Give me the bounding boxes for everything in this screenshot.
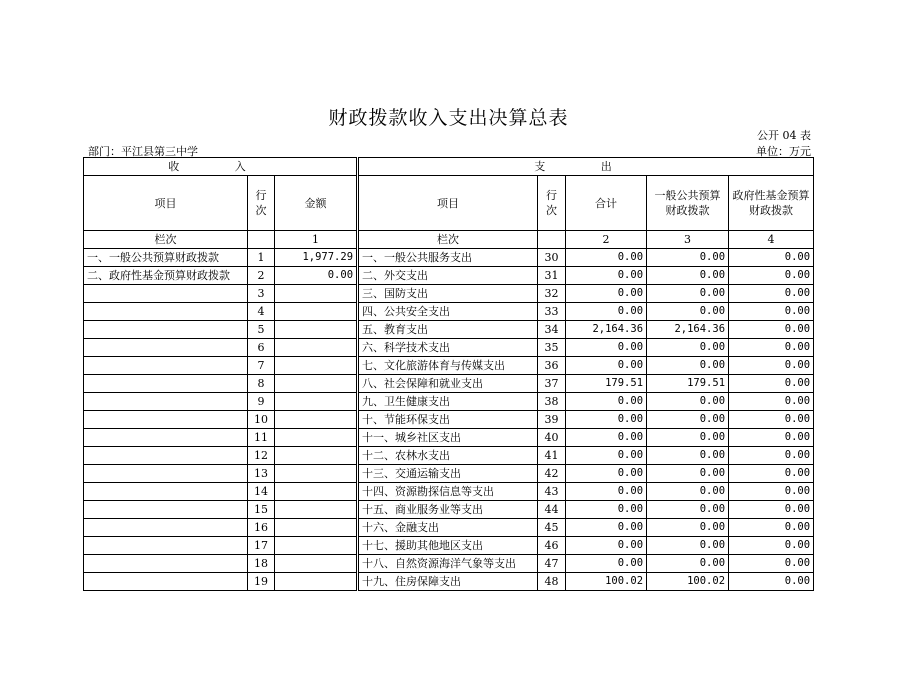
table-row [84, 267, 814, 285]
income-amount-cell [275, 303, 358, 321]
fund-budget-cell: 0.00 [729, 411, 814, 429]
column-number-4: 4 [729, 231, 814, 249]
expense-line-cell: 48 [538, 573, 566, 591]
total-cell: 0.00 [566, 339, 647, 357]
unit-label: 单位：万元 [756, 145, 811, 158]
income-item-cell: 一、一般公共预算财政拨款 [84, 249, 248, 267]
expense-line-cell: 42 [538, 465, 566, 483]
income-line-cell: 15 [248, 501, 275, 519]
income-line-cell: 9 [248, 393, 275, 411]
expense-line-cell: 37 [538, 375, 566, 393]
table-row [84, 303, 814, 321]
total-cell: 0.00 [566, 285, 647, 303]
table-row [84, 285, 814, 303]
income-line-cell: 16 [248, 519, 275, 537]
fund-budget-cell: 0.00 [729, 375, 814, 393]
expense-line-cell: 44 [538, 501, 566, 519]
table-row [84, 555, 814, 573]
column-label-2: 栏次 [358, 231, 538, 249]
income-line-cell: 18 [248, 555, 275, 573]
total-cell: 0.00 [566, 303, 647, 321]
fund-budget-cell: 0.00 [729, 501, 814, 519]
table-row [84, 393, 814, 411]
income-amount-cell [275, 519, 358, 537]
income-item-cell [84, 411, 248, 429]
form-number: 公开 04 表 [757, 129, 811, 142]
income-item-header: 项目 [84, 176, 248, 231]
income-amount-cell [275, 393, 358, 411]
expense-item-cell: 二、外交支出 [358, 267, 538, 285]
expense-item-cell: 十七、援助其他地区支出 [358, 537, 538, 555]
fund-budget-header: 政府性基金预算财政拨款 [729, 176, 814, 231]
income-line-cell: 7 [248, 357, 275, 375]
department-label: 部门：平江县第三中学 [88, 145, 198, 158]
table-row [84, 519, 814, 537]
income-item-cell [84, 393, 248, 411]
total-cell: 0.00 [566, 483, 647, 501]
general-budget-cell: 0.00 [647, 303, 729, 321]
income-amount-cell [275, 465, 358, 483]
income-item-cell [84, 501, 248, 519]
table-row [84, 537, 814, 555]
fund-budget-cell: 0.00 [729, 393, 814, 411]
total-cell: 0.00 [566, 537, 647, 555]
income-amount-cell [275, 555, 358, 573]
income-amount-cell [275, 501, 358, 519]
report-title: 财政拨款收入支出决算总表 [328, 107, 569, 129]
column-number-2: 2 [566, 231, 647, 249]
table-row [84, 573, 814, 591]
income-line-cell: 1 [248, 249, 275, 267]
general-budget-cell: 0.00 [647, 447, 729, 465]
expense-item-cell: 十三、交通运输支出 [358, 465, 538, 483]
expense-item-cell: 十五、商业服务业等支出 [358, 501, 538, 519]
income-amount-header: 金额 [275, 176, 358, 231]
income-item-cell [84, 483, 248, 501]
expense-item-cell: 十九、住房保障支出 [358, 573, 538, 591]
fund-budget-cell: 0.00 [729, 447, 814, 465]
income-amount-cell [275, 375, 358, 393]
expense-line-cell: 39 [538, 411, 566, 429]
income-line-header: 行次 [248, 176, 275, 231]
expense-line-cell: 43 [538, 483, 566, 501]
total-cell: 0.00 [566, 519, 647, 537]
income-item-cell [84, 537, 248, 555]
header-row-columns [84, 176, 814, 231]
income-item-cell [84, 465, 248, 483]
fund-budget-cell: 0.00 [729, 339, 814, 357]
income-line-cell: 2 [248, 267, 275, 285]
empty-cell [248, 231, 275, 249]
income-amount-cell [275, 447, 358, 465]
total-cell: 2,164.36 [566, 321, 647, 339]
fund-budget-cell: 0.00 [729, 465, 814, 483]
report-table [83, 157, 814, 591]
total-cell: 0.00 [566, 357, 647, 375]
income-amount-cell: 1,977.29 [275, 249, 358, 267]
income-item-cell [84, 429, 248, 447]
expense-section-header: 支 出 [358, 158, 814, 176]
expense-item-cell: 十八、自然资源海洋气象等支出 [358, 555, 538, 573]
empty-cell [538, 231, 566, 249]
income-amount-cell [275, 339, 358, 357]
expense-line-cell: 41 [538, 447, 566, 465]
income-item-cell [84, 555, 248, 573]
expense-line-cell: 38 [538, 393, 566, 411]
general-budget-cell: 0.00 [647, 411, 729, 429]
general-budget-cell: 0.00 [647, 429, 729, 447]
expense-line-cell: 34 [538, 321, 566, 339]
general-budget-cell: 2,164.36 [647, 321, 729, 339]
column-number-3: 3 [647, 231, 729, 249]
general-budget-cell: 0.00 [647, 537, 729, 555]
income-amount-cell [275, 573, 358, 591]
income-line-cell: 8 [248, 375, 275, 393]
table-row [84, 339, 814, 357]
table-row [84, 321, 814, 339]
general-budget-cell: 0.00 [647, 393, 729, 411]
expense-item-cell: 三、国防支出 [358, 285, 538, 303]
expense-line-cell: 36 [538, 357, 566, 375]
total-cell: 0.00 [566, 429, 647, 447]
table-row [84, 249, 814, 267]
income-item-cell [84, 573, 248, 591]
income-item-cell [84, 447, 248, 465]
income-amount-cell [275, 357, 358, 375]
total-cell: 0.00 [566, 411, 647, 429]
income-line-cell: 3 [248, 285, 275, 303]
table-row [84, 357, 814, 375]
total-cell: 0.00 [566, 393, 647, 411]
fund-budget-cell: 0.00 [729, 357, 814, 375]
column-number-row [84, 231, 814, 249]
fund-budget-cell: 0.00 [729, 267, 814, 285]
expense-item-cell: 五、教育支出 [358, 321, 538, 339]
fund-budget-cell: 0.00 [729, 303, 814, 321]
expense-line-header: 行次 [538, 176, 566, 231]
expense-line-cell: 30 [538, 249, 566, 267]
total-cell: 0.00 [566, 249, 647, 267]
general-budget-cell: 0.00 [647, 249, 729, 267]
general-budget-cell: 0.00 [647, 483, 729, 501]
expense-item-header: 项目 [358, 176, 538, 231]
expense-item-cell: 十一、城乡社区支出 [358, 429, 538, 447]
general-budget-cell: 0.00 [647, 357, 729, 375]
header-row-sections [84, 158, 814, 176]
income-line-cell: 10 [248, 411, 275, 429]
total-cell: 0.00 [566, 555, 647, 573]
total-cell: 179.51 [566, 375, 647, 393]
fund-budget-cell: 0.00 [729, 537, 814, 555]
fund-budget-cell: 0.00 [729, 249, 814, 267]
column-label: 栏次 [84, 231, 248, 249]
total-cell: 100.02 [566, 573, 647, 591]
income-item-cell: 二、政府性基金预算财政拨款 [84, 267, 248, 285]
income-amount-cell [275, 285, 358, 303]
table-row [84, 465, 814, 483]
expense-line-cell: 45 [538, 519, 566, 537]
general-budget-cell: 0.00 [647, 465, 729, 483]
expense-line-cell: 40 [538, 429, 566, 447]
income-item-cell [84, 303, 248, 321]
total-cell: 0.00 [566, 465, 647, 483]
general-budget-cell: 0.00 [647, 339, 729, 357]
expense-item-cell: 四、公共安全支出 [358, 303, 538, 321]
expense-item-cell: 八、社会保障和就业支出 [358, 375, 538, 393]
total-cell: 0.00 [566, 267, 647, 285]
fund-budget-cell: 0.00 [729, 285, 814, 303]
expense-item-cell: 九、卫生健康支出 [358, 393, 538, 411]
income-line-cell: 5 [248, 321, 275, 339]
income-line-cell: 14 [248, 483, 275, 501]
income-line-cell: 12 [248, 447, 275, 465]
fund-budget-cell: 0.00 [729, 321, 814, 339]
income-amount-cell: 0.00 [275, 267, 358, 285]
general-budget-cell: 100.02 [647, 573, 729, 591]
income-line-cell: 13 [248, 465, 275, 483]
table-row [84, 447, 814, 465]
income-amount-cell [275, 537, 358, 555]
table-row [84, 375, 814, 393]
general-budget-header: 一般公共预算财政拨款 [647, 176, 729, 231]
income-amount-cell [275, 429, 358, 447]
expense-line-cell: 35 [538, 339, 566, 357]
income-item-cell [84, 357, 248, 375]
general-budget-cell: 0.00 [647, 519, 729, 537]
general-budget-cell: 0.00 [647, 501, 729, 519]
income-item-cell [84, 339, 248, 357]
expense-item-cell: 六、科学技术支出 [358, 339, 538, 357]
total-header: 合计 [566, 176, 647, 231]
table-row [84, 483, 814, 501]
expense-line-cell: 47 [538, 555, 566, 573]
expense-item-cell: 七、文化旅游体育与传媒支出 [358, 357, 538, 375]
general-budget-cell: 0.00 [647, 285, 729, 303]
income-line-cell: 19 [248, 573, 275, 591]
income-item-cell [84, 285, 248, 303]
expense-line-cell: 46 [538, 537, 566, 555]
table-row [84, 411, 814, 429]
income-item-cell [84, 321, 248, 339]
general-budget-cell: 0.00 [647, 267, 729, 285]
fund-budget-cell: 0.00 [729, 555, 814, 573]
fund-budget-cell: 0.00 [729, 519, 814, 537]
expense-item-cell: 十六、金融支出 [358, 519, 538, 537]
income-line-cell: 6 [248, 339, 275, 357]
fund-budget-cell: 0.00 [729, 573, 814, 591]
income-line-cell: 17 [248, 537, 275, 555]
income-amount-cell [275, 321, 358, 339]
income-item-cell [84, 519, 248, 537]
general-budget-cell: 0.00 [647, 555, 729, 573]
income-section-header: 收 入 [84, 158, 358, 176]
income-line-cell: 4 [248, 303, 275, 321]
total-cell: 0.00 [566, 501, 647, 519]
expense-line-cell: 32 [538, 285, 566, 303]
total-cell: 0.00 [566, 447, 647, 465]
table-row [84, 501, 814, 519]
general-budget-cell: 179.51 [647, 375, 729, 393]
table-row [84, 429, 814, 447]
fund-budget-cell: 0.00 [729, 483, 814, 501]
fund-budget-cell: 0.00 [729, 429, 814, 447]
expense-item-cell: 一、一般公共服务支出 [358, 249, 538, 267]
income-amount-cell [275, 483, 358, 501]
expense-item-cell: 十二、农林水支出 [358, 447, 538, 465]
expense-line-cell: 31 [538, 267, 566, 285]
expense-item-cell: 十四、资源勘探信息等支出 [358, 483, 538, 501]
expense-line-cell: 33 [538, 303, 566, 321]
column-number-1: 1 [275, 231, 358, 249]
income-line-cell: 11 [248, 429, 275, 447]
income-item-cell [84, 375, 248, 393]
expense-item-cell: 十、节能环保支出 [358, 411, 538, 429]
income-amount-cell [275, 411, 358, 429]
